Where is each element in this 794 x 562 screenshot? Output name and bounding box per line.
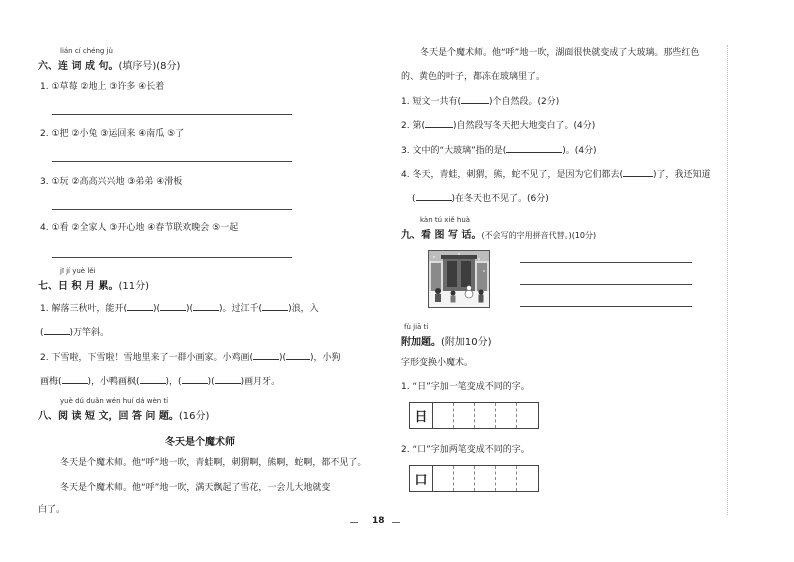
grid-divider [516,403,517,428]
grid-divider [453,403,454,428]
bonus-pinyin: fù jiā tí [404,323,429,331]
sec7-q2-blank2[interactable] [286,359,310,360]
sec8-q4-line2 [412,193,549,205]
sec8-q3 [401,145,597,157]
footer-dash-left [350,522,358,523]
bonus-intro: 字形变换小魔术。 [401,358,474,368]
sec7-q2-text-f: )，( [165,377,182,387]
sec7-q1-blank2[interactable] [160,310,186,311]
bonus-q1-writing-grid[interactable] [409,402,539,429]
page-number: 18 [372,516,385,526]
sec6-q3-answer-line[interactable] [52,209,292,210]
sec6-q4-answer-line[interactable] [52,257,292,258]
story-paragraph-2a: 冬天是个魔术师。他“呼”地一吹，满天飘起了雪花，一会儿大地就变 [60,483,331,493]
sec6-q3: 3. ①玩 ②高高兴兴地 ③弟弟 ④滑板 [40,177,183,187]
sec6-q2-answer-line[interactable] [52,161,292,162]
sec7-pinyin: jī jí yuè lěi [60,267,96,275]
sec7-q2-text-h: )画月牙。 [240,377,281,387]
sec6-title: 六、连 词 成 句。 [38,61,119,72]
sec7-q1-text-c: )( [186,304,194,314]
sec8-q2 [401,120,595,132]
bonus-q2-base-char: 口 [414,473,428,488]
sec7-points: (11分) [118,281,149,292]
sec7-q2-text-c: )，小狗 [310,353,341,363]
sec8-q4-text-c: ( [412,194,416,204]
sec7-q2-blank3[interactable] [62,383,88,384]
sec8-q1-text-a: 1. 短文一共有( [401,97,461,107]
sec8-q4-text-b: )了，我还知道 [652,170,711,180]
sec8-q4-blank2[interactable] [416,200,452,201]
sec7-q2-text-a: 2. 下雪啦，下雪啦！雪地里来了一群小画家。小鸡画( [40,353,253,363]
sec8-points: (16分) [178,411,210,422]
sec7-q1-text-g: )万竿斜。 [69,328,110,338]
sec7-q2-text-d: 画梅( [40,377,62,387]
sec7-q2-blank5[interactable] [182,383,208,384]
sec8-q4-text-a: 4. 冬天，青蛙，刺猬，熊，蛇不见了，是因为它们都去( [401,170,623,180]
sec7-q1-blank3[interactable] [193,310,219,311]
sec7-q2-blank4[interactable] [140,383,166,384]
sec9-writing-line-2[interactable] [520,284,692,285]
footer-dash-right [392,522,400,523]
sec8-q3-text-b: )。(4分) [562,146,597,156]
story-paragraph-2b: 白了。 [38,505,66,515]
story-paragraph-3b: 的、黄色的叶子，都冻在玻璃里了。 [401,72,546,82]
sec9-pinyin: kàn tú xiě huà [420,216,471,224]
sec8-q1-text-b: )个自然段。(2分) [488,97,560,107]
sec7-q2-text-e: )，小鸭画枫( [87,377,140,387]
binding-margin-line [727,45,728,515]
sec7-q1-blank1[interactable] [127,310,153,311]
sec8-pinyin: yuè dú duǎn wén huí dá wèn tí [60,397,169,405]
sec7-q2-blank1[interactable] [253,359,279,360]
bonus-q2-writing-grid[interactable] [409,465,539,492]
sec8-q3-text-a: 3. 文中的“大玻璃”指的是( [401,146,507,156]
grid-divider [495,403,496,428]
sec8-q4-text-d: )在冬天也不见了。(6分) [451,194,549,204]
sec7-q1-blank4[interactable] [262,310,288,311]
sec7-q1-line1 [40,303,319,315]
grid-divider [432,466,433,491]
sec6-q4: 4. ①看 ②全家人 ③开心地 ④春节联欢晚会 ⑤一起 [40,223,239,233]
sec6-heading [38,57,180,72]
bonus-points: (附加10分) [441,337,492,348]
bonus-q1: 1. “日”字加一笔变成不同的字。 [401,382,530,392]
grid-divider [516,466,517,491]
sec7-q2-line2 [40,376,280,388]
bonus-title: 附加题。 [401,337,441,348]
bonus-q1-base-char: 日 [414,410,428,425]
sec6-pinyin: lián cí chéng jù [60,47,113,55]
sec9-title: 九、看 图 写 话。 [401,230,482,241]
sec9-writing-line-1[interactable] [520,262,692,263]
sec7-q2-text-g: )( [207,377,215,387]
sec8-title: 八、阅 读 短 文，回 答 问 题。 [38,411,179,422]
sec7-q1-text-b: )( [152,304,160,314]
story-paragraph-1: 冬天是个魔术师。他“呼”地一吹，青蛙啊，刺猬啊，熊啊，蛇啊，都不见了。 [60,458,367,468]
bonus-heading [401,333,492,348]
sec6-q2: 2. ①把 ②小兔 ③运回来 ④南瓜 ⑤了 [40,129,185,139]
sec8-heading [38,407,209,422]
sec7-q1-text-a: 1. 解落三秋叶，能开( [40,304,127,314]
sec6-q1-answer-line[interactable] [52,114,292,115]
story-title: 冬天是个魔术师 [165,437,235,448]
sec8-q4-blank1[interactable] [623,176,653,177]
sec9-heading [401,226,596,241]
sec7-title: 七、日 积 月 累。 [38,281,119,292]
sec8-q4-line1 [401,169,710,181]
winter-scene-picture [428,250,490,308]
sec7-q2-line1 [40,352,341,364]
grid-divider [432,403,433,428]
sec8-q1 [401,96,559,108]
sec7-q1-line2 [40,327,109,339]
sec9-points: (不会写的字用拼音代替。)(10分) [481,231,597,240]
sec7-q2-blank6[interactable] [215,383,241,384]
grid-divider [474,466,475,491]
sec7-q1-text-f: ( [40,328,44,338]
sec8-q3-blank[interactable] [506,152,562,153]
sec7-q1-blank5[interactable] [44,334,70,335]
sec8-q2-blank[interactable] [425,127,453,128]
sec8-q2-text-a: 2. 第( [401,121,425,131]
story-paragraph-3a: 冬天是个魔术师。他“呼”地一吹，湖面很快就变成了大玻璃。那些红色 [420,48,700,58]
winter-scene-illustration [429,251,489,307]
sec7-q1-text-d: )。过江千( [219,304,263,314]
sec9-writing-line-3[interactable] [520,306,692,307]
sec6-q1: 1. ①草莓 ②地上 ③许多 ④长着 [40,82,165,92]
grid-divider [474,403,475,428]
grid-divider [453,466,454,491]
sec6-points: (填序号)(8分) [118,61,181,72]
sec8-q2-text-b: )自然段写冬天把大地变白了。(4分) [452,121,596,131]
grid-divider [495,466,496,491]
sec7-q2-text-b: )( [278,353,286,363]
sec7-q1-text-e: )浪，入 [288,304,319,314]
sec8-q1-blank[interactable] [461,103,489,104]
sec7-heading [38,277,149,292]
bonus-q2: 2. “口”字加两笔变成不同的字。 [401,445,530,455]
